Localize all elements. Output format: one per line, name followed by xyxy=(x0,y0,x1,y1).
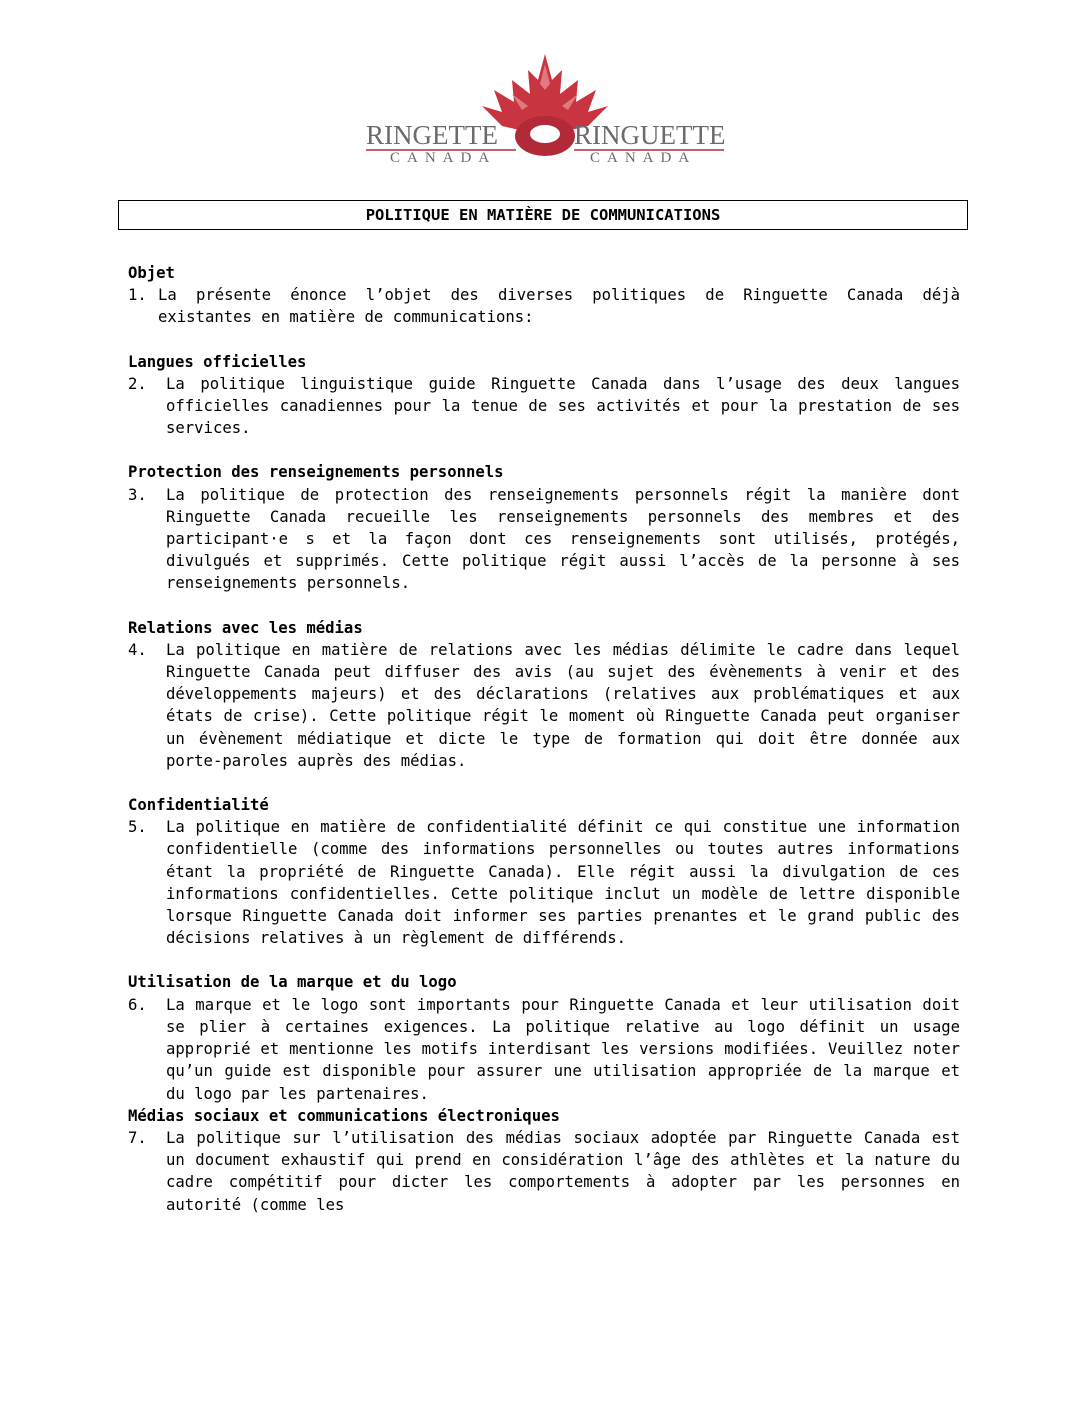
paragraph-number: 6. xyxy=(128,995,147,1014)
paragraph-number: 5. xyxy=(128,818,147,837)
logo-left-word: RINGETTE xyxy=(366,120,498,150)
paragraph-number: 3. xyxy=(128,485,147,504)
section-heading: Confidentialité xyxy=(128,796,269,815)
paragraph-text: La présente énonce l’objet des diverses politiques de Ringuette Canada déjà existantes en matière de communications: xyxy=(158,286,960,327)
paragraph-number: 2. xyxy=(128,374,147,393)
numbered-paragraph xyxy=(128,994,960,1105)
logo-right-word: RINGUETTE xyxy=(574,120,726,150)
section-heading: Langues officielles xyxy=(128,352,307,371)
section-heading: Protection des renseignements personnels xyxy=(128,463,504,482)
section-relations-medias xyxy=(128,617,960,772)
document-title-box xyxy=(118,200,968,230)
paragraph-text: La politique en matière de confidentialité définit ce qui constitue une information confidentielle (comme des informations personnelles ou toutes autres informations étant la propriété de Ringuette Canada). Elle régit aussi la divulgation de ces informations confidentielles. Cette politique inclut un modèle de lettre disponible lorsque Ringuette Canada doit informer ses parties prenantes et le grand public des décisions relatives à un règlement de différends. xyxy=(166,818,960,948)
section-heading: Médias sociaux et communications électroniques xyxy=(128,1106,560,1125)
section-langues-officielles xyxy=(128,351,960,440)
numbered-paragraph xyxy=(128,284,960,328)
section-objet xyxy=(128,262,960,329)
section-medias-sociaux xyxy=(128,1105,960,1216)
logo-right-sub: CANADA xyxy=(590,150,697,166)
section-heading: Utilisation de la marque et du logo xyxy=(128,973,457,992)
section-marque-logo xyxy=(128,971,960,1104)
numbered-paragraph xyxy=(128,639,960,772)
paragraph-number: 7. xyxy=(128,1128,147,1147)
document-title: POLITIQUE EN MATIÈRE DE COMMUNICATIONS xyxy=(365,206,721,224)
numbered-paragraph xyxy=(128,816,960,949)
paragraph-text: La politique de protection des renseignements personnels régit la manière dont Ringuette Canada recueille les renseignements personnels des membres et des participant·e s et la façon dont ces renseignements sont utilisés, protégés, divulgués et supprimés. Cette politique régit aussi l’accès de la personne à ses renseignements personnels. xyxy=(166,485,960,593)
ringette-canada-logo xyxy=(362,50,728,168)
section-heading: Objet xyxy=(128,264,175,282)
paragraph-text: La politique linguistique guide Ringuette Canada dans l’usage des deux langues officielles canadiennes pour la tenue de ses activités et pour la prestation de ses services. xyxy=(166,374,960,438)
section-confidentialite xyxy=(128,794,960,949)
numbered-paragraph xyxy=(128,484,960,595)
section-protection-renseignements xyxy=(128,461,960,594)
paragraph-text: La marque et le logo sont importants pour Ringuette Canada et leur utilisation doit se plier à certaines exigences. La politique relative au logo définit un usage approprié et mentionne les motifs interdisant les versions modifiées. Veuillez noter qu’un guide est disponible pour assurer une utilisation appropriée de la marque et du logo par les partenaires. xyxy=(166,995,960,1103)
paragraph-number: 1. xyxy=(128,286,147,305)
paragraph-text: La politique en matière de relations avec les médias délimite le cadre dans lequel Ringuette Canada peut diffuser des avis (au sujet des évènements à venir et des développements majeurs) et des déclarations (relatives aux problématiques et aux états de crise). Cette politique régit le moment où Ringuette Canada peut organiser un évènement médiatique et dicte le type de formation qui doit être donnée aux porte-paroles auprès des médias. xyxy=(166,640,960,770)
numbered-paragraph xyxy=(128,1127,960,1216)
logo-left-sub: CANADA xyxy=(390,150,497,166)
document-body xyxy=(128,262,960,1216)
paragraph-number: 4. xyxy=(128,640,147,659)
section-heading: Relations avec les médias xyxy=(128,618,363,637)
ring-icon xyxy=(515,116,575,156)
numbered-paragraph xyxy=(128,373,960,440)
paragraph-text: La politique sur l’utilisation des médias sociaux adoptée par Ringuette Canada est un document exhaustif qui prend en considération l’âge des athlètes et la nature du cadre compétitif pour dicter les comportements à adopter par les personnes en autorité (comme les xyxy=(166,1128,960,1214)
